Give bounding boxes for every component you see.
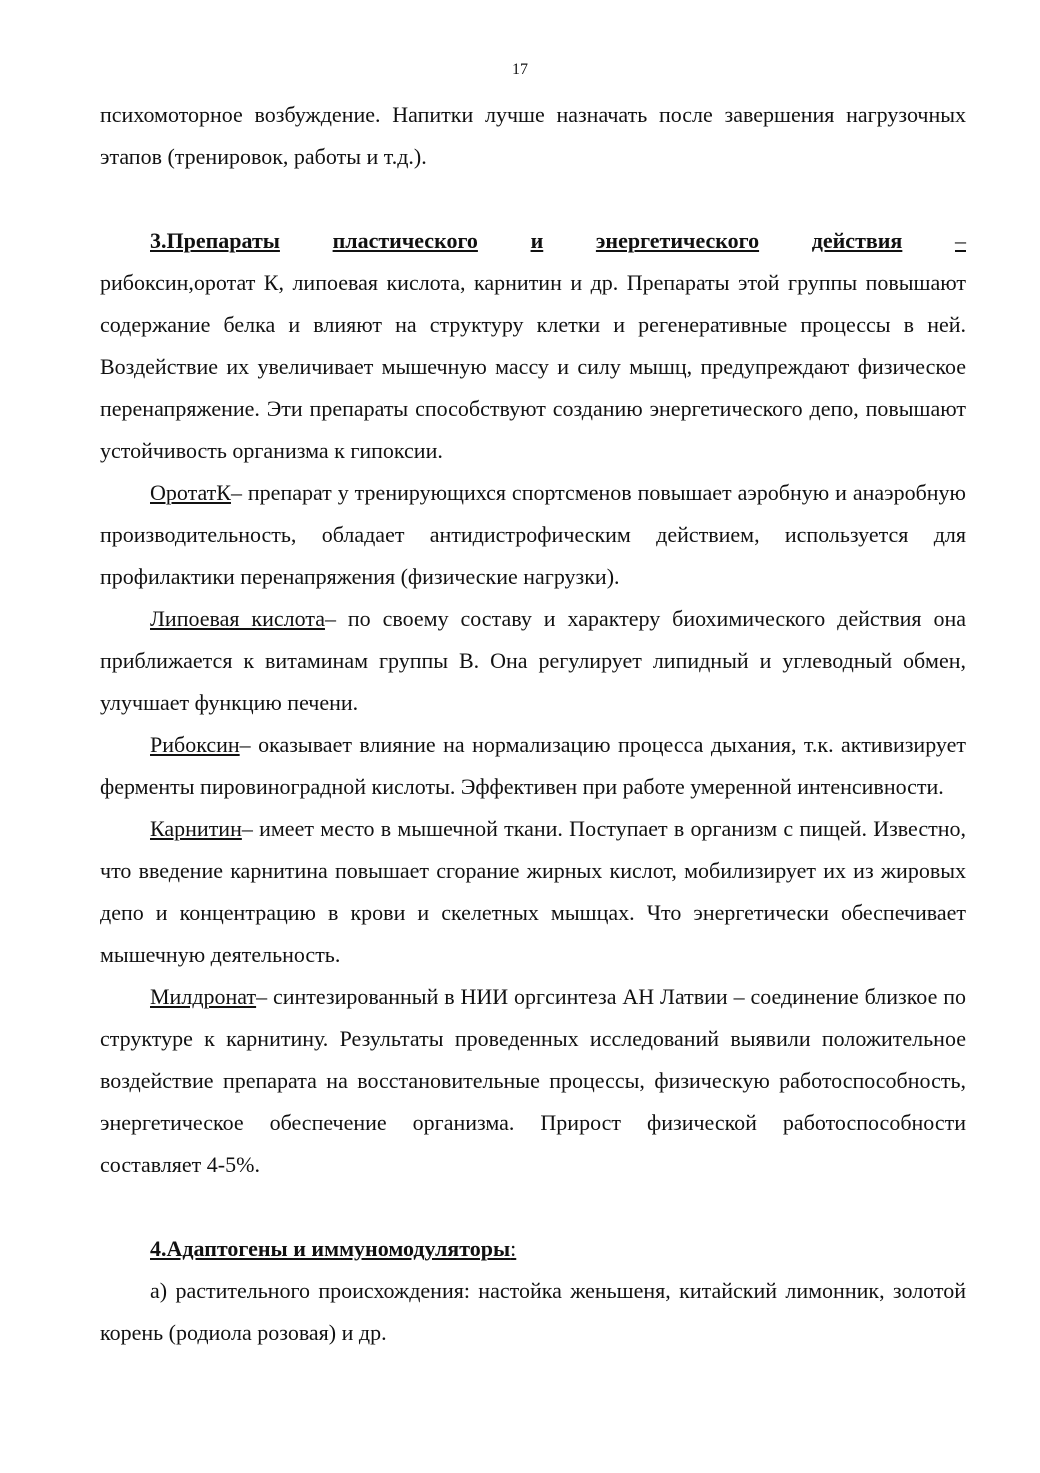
entry-riboxin xyxy=(100,724,966,808)
section-3-heading-word: действия xyxy=(811,228,903,253)
entry-text: – препарат у тренирующихся спортсменов повышает аэробную и анаэробную производительность, обладает антидистрофическим действием, используется для профилактики перенапряжения (физические нагрузки). xyxy=(100,480,966,589)
section-3-heading-dash: – xyxy=(955,228,966,253)
section-4-heading-text: 4.Адаптогены и иммуномодуляторы xyxy=(150,1236,511,1261)
entry-text: – по своему составу и характеру биохимического действия она приближается к витаминам группы В. Она регулирует липидный и углеводный обмен, улучшает функцию печени. xyxy=(100,606,966,715)
spacer xyxy=(100,178,966,220)
section-3-heading-word: и xyxy=(530,228,544,253)
entry-lipoic-acid xyxy=(100,598,966,724)
section-3-heading xyxy=(100,220,966,262)
section-3-heading-word: пластического xyxy=(332,228,478,253)
section-3-heading-word: энергетического xyxy=(595,228,760,253)
entry-mildronate xyxy=(100,976,966,1186)
section-4-heading-colon: : xyxy=(510,1236,517,1261)
entry-text: – синтезированный в НИИ оргсинтеза АН Латвии – соединение близкое по структуре к карнитину. Результаты проведенных исследований выявили положительное воздействие препарата на восстановительные процессы, физическую работоспособность, энергетическое обеспечение организма. Прирост физической работоспособности составляет 4-5%. xyxy=(100,984,966,1177)
intro-paragraph: психомоторное возбуждение. Напитки лучше назначать после завершения нагрузочных этапов (тренировок, работы и т.д.). xyxy=(100,102,966,169)
section-4-item-a: а) растительного происхождения: настойка женьшеня, китайский лимонник, золотой корень (родиола розовая) и др. xyxy=(100,1278,966,1345)
entry-carnitine xyxy=(100,808,966,976)
document-body xyxy=(100,94,966,1354)
entry-term: Липоевая кислота xyxy=(150,606,325,631)
section-3-body: рибоксин,оротат К, липоевая кислота, карнитин и др. Препараты этой группы повышают содержание белка и влияют на структуру клетки и регенеративные процессы в ней. Воздействие их увеличивает мышечную массу и силу мышц, предупреждают физическое перенапряжение. Эти препараты способствуют созданию энергетического депо, повышают устойчивость организма к гипоксии. xyxy=(100,270,966,463)
spacer xyxy=(100,1186,966,1228)
section-3-heading-word: 3.Препараты xyxy=(150,228,280,253)
section-4-heading xyxy=(100,1228,966,1270)
page-number: 17 xyxy=(512,61,528,78)
entry-term: Милдронат xyxy=(150,984,257,1009)
entry-text: – имеет место в мышечной ткани. Поступает в организм с пищей. Известно, что введение карнитина повышает сгорание жирных кислот, мобилизирует их из жировых депо и концентрацию в крови и скелетных мышцах. Что энергетически обеспечивает мышечную деятельность. xyxy=(100,816,966,967)
entry-orotat xyxy=(100,472,966,598)
entry-term: Карнитин xyxy=(150,816,242,841)
entry-term: Рибоксин xyxy=(150,732,240,757)
entry-term: ОротатК xyxy=(150,480,231,505)
entry-text: – оказывает влияние на нормализацию процесса дыхания, т.к. активизирует ферменты пировиноградной кислоты. Эффективен при работе умеренной интенсивности. xyxy=(100,732,966,799)
